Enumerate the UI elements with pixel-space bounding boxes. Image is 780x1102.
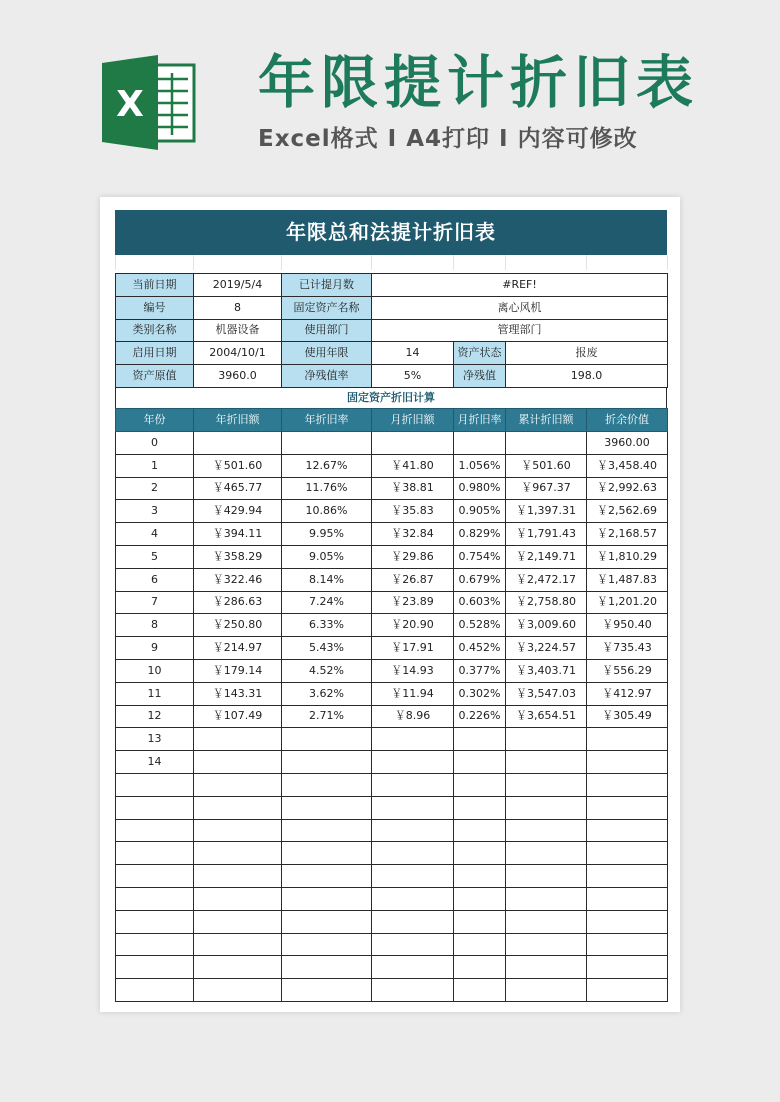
- cell-accum-depr[interactable]: ￥3,654.51: [506, 705, 587, 728]
- cell-annual-depr[interactable]: ￥358.29: [194, 545, 282, 568]
- cell-accum-depr[interactable]: [506, 796, 587, 819]
- cell-year[interactable]: [116, 910, 194, 933]
- asset-name-label: 固定资产名称: [282, 296, 372, 319]
- cell-annual-depr[interactable]: ￥286.63: [194, 591, 282, 614]
- cell-annual-rate[interactable]: 6.33%: [282, 614, 372, 637]
- table-row: [116, 728, 668, 751]
- table-header-row: [116, 409, 668, 432]
- cell-net-value[interactable]: ￥735.43: [587, 637, 668, 660]
- cell-annual-depr[interactable]: [194, 773, 282, 796]
- cell-annual-rate[interactable]: 5.43%: [282, 637, 372, 660]
- cell-monthly-rate[interactable]: [454, 956, 506, 979]
- cell-monthly-depr[interactable]: [372, 910, 454, 933]
- cell-monthly-depr[interactable]: [372, 933, 454, 956]
- cell-net-value[interactable]: [587, 910, 668, 933]
- current-date-label: 当前日期: [116, 274, 194, 297]
- cell-monthly-depr[interactable]: [372, 773, 454, 796]
- cell-annual-rate[interactable]: 4.52%: [282, 659, 372, 682]
- cell-annual-rate[interactable]: 10.86%: [282, 500, 372, 523]
- cell-monthly-rate[interactable]: [454, 842, 506, 865]
- table-row: [116, 614, 668, 637]
- cell-year[interactable]: [116, 796, 194, 819]
- table-row: [116, 979, 668, 1002]
- cell-year[interactable]: 8: [116, 614, 194, 637]
- table-row: [116, 933, 668, 956]
- cell-monthly-depr[interactable]: [372, 728, 454, 751]
- info-row: [116, 274, 668, 297]
- cell-accum-depr[interactable]: ￥3,403.71: [506, 659, 587, 682]
- cell-year[interactable]: 6: [116, 568, 194, 591]
- cell-annual-depr[interactable]: [194, 910, 282, 933]
- cell-year[interactable]: 7: [116, 591, 194, 614]
- table-row: [116, 887, 668, 910]
- cell-net-value[interactable]: 3960.00: [587, 432, 668, 455]
- cell-monthly-depr[interactable]: [372, 432, 454, 455]
- cell-annual-rate[interactable]: [282, 842, 372, 865]
- cell-year[interactable]: [116, 865, 194, 888]
- cell-monthly-rate[interactable]: 1.056%: [454, 454, 506, 477]
- cell-annual-rate[interactable]: 7.24%: [282, 591, 372, 614]
- cell-monthly-depr[interactable]: ￥41.80: [372, 454, 454, 477]
- cell-net-value[interactable]: ￥3,458.40: [587, 454, 668, 477]
- residual-rate-value[interactable]: 5%: [372, 365, 454, 388]
- cell-annual-rate[interactable]: 3.62%: [282, 682, 372, 705]
- cell-monthly-rate[interactable]: 0.829%: [454, 523, 506, 546]
- cell-monthly-rate[interactable]: [454, 910, 506, 933]
- cell-annual-rate[interactable]: [282, 910, 372, 933]
- cell-annual-depr[interactable]: ￥465.77: [194, 477, 282, 500]
- cell-net-value[interactable]: [587, 887, 668, 910]
- dept-value[interactable]: 管理部门: [372, 319, 668, 342]
- life-label: 使用年限: [282, 342, 372, 365]
- cell-annual-rate[interactable]: [282, 751, 372, 774]
- cell-accum-depr[interactable]: [506, 979, 587, 1002]
- svg-text:X: X: [116, 84, 144, 125]
- cell-accum-depr[interactable]: [506, 956, 587, 979]
- cell-monthly-depr[interactable]: [372, 887, 454, 910]
- id-value[interactable]: 8: [194, 296, 282, 319]
- cell-annual-depr[interactable]: [194, 865, 282, 888]
- cell-annual-rate[interactable]: [282, 773, 372, 796]
- sheet-title: 年限总和法提计折旧表: [115, 210, 667, 255]
- cell-year[interactable]: 4: [116, 523, 194, 546]
- cell-monthly-depr[interactable]: ￥14.93: [372, 659, 454, 682]
- current-date-value[interactable]: 2019/5/4: [194, 274, 282, 297]
- cell-year[interactable]: [116, 887, 194, 910]
- status-value[interactable]: 报废: [506, 342, 668, 365]
- cell-monthly-rate[interactable]: [454, 979, 506, 1002]
- cell-annual-rate[interactable]: [282, 887, 372, 910]
- life-value[interactable]: 14: [372, 342, 454, 365]
- residual-value[interactable]: 198.0: [506, 365, 668, 388]
- cell-monthly-rate[interactable]: [454, 819, 506, 842]
- cell-accum-depr[interactable]: [506, 910, 587, 933]
- cell-monthly-rate[interactable]: [454, 887, 506, 910]
- cell-monthly-depr[interactable]: [372, 796, 454, 819]
- spreadsheet-sheet: [100, 197, 680, 1012]
- cell-net-value[interactable]: ￥2,168.57: [587, 523, 668, 546]
- cell-accum-depr[interactable]: ￥2,472.17: [506, 568, 587, 591]
- column-header-annual-rate: 年折旧率: [282, 409, 372, 432]
- section-title-table: [115, 388, 667, 409]
- table-row: [116, 568, 668, 591]
- status-label: 资产状态: [454, 342, 506, 365]
- cell-monthly-rate[interactable]: 0.452%: [454, 637, 506, 660]
- cell-accum-depr[interactable]: [506, 432, 587, 455]
- cell-monthly-rate[interactable]: 0.377%: [454, 659, 506, 682]
- cell-net-value[interactable]: ￥1,487.83: [587, 568, 668, 591]
- cell-annual-depr[interactable]: [194, 956, 282, 979]
- cell-annual-depr[interactable]: ￥501.60: [194, 454, 282, 477]
- cell-monthly-rate[interactable]: [454, 728, 506, 751]
- banner: [0, 0, 780, 200]
- cell-year[interactable]: 10: [116, 659, 194, 682]
- residual-label: 净残值: [454, 365, 506, 388]
- cell-year[interactable]: [116, 933, 194, 956]
- cell-monthly-rate[interactable]: 0.226%: [454, 705, 506, 728]
- cell-net-value[interactable]: [587, 751, 668, 774]
- cell-year[interactable]: 13: [116, 728, 194, 751]
- column-header-monthly-rate: 月折旧率: [454, 409, 506, 432]
- cell-year[interactable]: 5: [116, 545, 194, 568]
- start-date-value[interactable]: 2004/10/1: [194, 342, 282, 365]
- table-row: [116, 500, 668, 523]
- section-title: 固定资产折旧计算: [116, 388, 667, 409]
- table-row: [116, 796, 668, 819]
- cell-monthly-depr[interactable]: [372, 751, 454, 774]
- cell-net-value[interactable]: [587, 865, 668, 888]
- cell-annual-depr[interactable]: ￥322.46: [194, 568, 282, 591]
- table-row: [116, 865, 668, 888]
- cell-monthly-depr[interactable]: ￥32.84: [372, 523, 454, 546]
- cell-monthly-rate[interactable]: 0.980%: [454, 477, 506, 500]
- cell-monthly-depr[interactable]: ￥8.96: [372, 705, 454, 728]
- cell-accum-depr[interactable]: ￥501.60: [506, 454, 587, 477]
- cell-year[interactable]: [116, 773, 194, 796]
- cell-annual-depr[interactable]: [194, 933, 282, 956]
- cell-annual-rate[interactable]: 11.76%: [282, 477, 372, 500]
- months-label: 已计提月数: [282, 274, 372, 297]
- cell-annual-rate[interactable]: 9.05%: [282, 545, 372, 568]
- table-row: [116, 637, 668, 660]
- table-row: [116, 591, 668, 614]
- info-row: [116, 342, 668, 365]
- cell-annual-depr[interactable]: ￥250.80: [194, 614, 282, 637]
- cell-annual-rate[interactable]: 8.14%: [282, 568, 372, 591]
- cell-accum-depr[interactable]: ￥967.37: [506, 477, 587, 500]
- cell-annual-depr[interactable]: [194, 979, 282, 1002]
- column-header-monthly-depr: 月折旧额: [372, 409, 454, 432]
- months-value[interactable]: #REF!: [372, 274, 668, 297]
- cell-monthly-rate[interactable]: [454, 773, 506, 796]
- cell-monthly-depr[interactable]: ￥26.87: [372, 568, 454, 591]
- cell-net-value[interactable]: [587, 728, 668, 751]
- cell-year[interactable]: [116, 956, 194, 979]
- blank-grid-row: [115, 255, 667, 270]
- cell-annual-depr[interactable]: [194, 819, 282, 842]
- cell-annual-depr[interactable]: [194, 842, 282, 865]
- table-row: [116, 477, 668, 500]
- cell-accum-depr[interactable]: [506, 773, 587, 796]
- cell-annual-rate[interactable]: 12.67%: [282, 454, 372, 477]
- table-row: [116, 545, 668, 568]
- cell-annual-rate[interactable]: [282, 728, 372, 751]
- cell-year[interactable]: [116, 979, 194, 1002]
- cell-accum-depr[interactable]: [506, 728, 587, 751]
- cell-monthly-rate[interactable]: 0.302%: [454, 682, 506, 705]
- cell-annual-rate[interactable]: 2.71%: [282, 705, 372, 728]
- cell-monthly-depr[interactable]: [372, 819, 454, 842]
- cell-year[interactable]: 2: [116, 477, 194, 500]
- table-row: [116, 705, 668, 728]
- table-row: [116, 432, 668, 455]
- cell-monthly-depr[interactable]: ￥38.81: [372, 477, 454, 500]
- table-row: [116, 910, 668, 933]
- cell-accum-depr[interactable]: [506, 865, 587, 888]
- cell-accum-depr[interactable]: [506, 819, 587, 842]
- cell-monthly-rate[interactable]: 0.603%: [454, 591, 506, 614]
- cell-net-value[interactable]: [587, 979, 668, 1002]
- cell-monthly-rate[interactable]: 0.528%: [454, 614, 506, 637]
- cell-accum-depr[interactable]: ￥1,397.31: [506, 500, 587, 523]
- cell-monthly-depr[interactable]: [372, 865, 454, 888]
- cell-net-value[interactable]: [587, 773, 668, 796]
- dept-label: 使用部门: [282, 319, 372, 342]
- cell-annual-depr[interactable]: [194, 728, 282, 751]
- cell-net-value[interactable]: ￥2,562.69: [587, 500, 668, 523]
- cell-annual-rate[interactable]: [282, 979, 372, 1002]
- column-header-accum-depr: 累计折旧额: [506, 409, 587, 432]
- cell-monthly-rate[interactable]: 0.754%: [454, 545, 506, 568]
- cell-net-value[interactable]: [587, 842, 668, 865]
- cell-annual-depr[interactable]: ￥394.11: [194, 523, 282, 546]
- cell-monthly-depr[interactable]: [372, 979, 454, 1002]
- cell-monthly-rate[interactable]: 0.905%: [454, 500, 506, 523]
- cell-monthly-depr[interactable]: ￥29.86: [372, 545, 454, 568]
- cell-monthly-depr[interactable]: [372, 842, 454, 865]
- cell-net-value[interactable]: ￥556.29: [587, 659, 668, 682]
- page-subtitle: Excel格式 I A4打印 I 内容可修改: [258, 126, 638, 152]
- table-row: [116, 956, 668, 979]
- cell-accum-depr[interactable]: ￥2,758.80: [506, 591, 587, 614]
- cell-net-value[interactable]: [587, 796, 668, 819]
- cell-net-value[interactable]: ￥305.49: [587, 705, 668, 728]
- id-label: 编号: [116, 296, 194, 319]
- category-value[interactable]: 机器设备: [194, 319, 282, 342]
- info-row: [116, 365, 668, 388]
- depreciation-table: [115, 408, 668, 1002]
- orig-value[interactable]: 3960.0: [194, 365, 282, 388]
- cell-annual-rate[interactable]: [282, 796, 372, 819]
- table-row: [116, 751, 668, 774]
- cell-annual-rate[interactable]: [282, 933, 372, 956]
- cell-net-value[interactable]: [587, 819, 668, 842]
- cell-annual-depr[interactable]: ￥143.31: [194, 682, 282, 705]
- cell-year[interactable]: 3: [116, 500, 194, 523]
- cell-accum-depr[interactable]: [506, 933, 587, 956]
- column-header-year: 年份: [116, 409, 194, 432]
- cell-monthly-rate[interactable]: [454, 865, 506, 888]
- cell-accum-depr[interactable]: ￥3,547.03: [506, 682, 587, 705]
- cell-monthly-depr[interactable]: ￥23.89: [372, 591, 454, 614]
- cell-year[interactable]: 12: [116, 705, 194, 728]
- cell-year[interactable]: [116, 842, 194, 865]
- cell-year[interactable]: [116, 819, 194, 842]
- cell-accum-depr[interactable]: ￥1,791.43: [506, 523, 587, 546]
- cell-monthly-rate[interactable]: [454, 751, 506, 774]
- cell-annual-rate[interactable]: 9.95%: [282, 523, 372, 546]
- cell-year[interactable]: 9: [116, 637, 194, 660]
- table-row: [116, 454, 668, 477]
- cell-monthly-depr[interactable]: [372, 956, 454, 979]
- category-label: 类别名称: [116, 319, 194, 342]
- table-row: [116, 523, 668, 546]
- cell-accum-depr[interactable]: ￥2,149.71: [506, 545, 587, 568]
- cell-annual-rate[interactable]: [282, 819, 372, 842]
- cell-annual-depr[interactable]: ￥107.49: [194, 705, 282, 728]
- cell-monthly-rate[interactable]: [454, 933, 506, 956]
- cell-accum-depr[interactable]: [506, 751, 587, 774]
- cell-annual-depr[interactable]: ￥179.14: [194, 659, 282, 682]
- info-row: [116, 319, 668, 342]
- cell-accum-depr[interactable]: [506, 842, 587, 865]
- cell-annual-depr[interactable]: [194, 432, 282, 455]
- cell-year[interactable]: 11: [116, 682, 194, 705]
- cell-annual-depr[interactable]: ￥429.94: [194, 500, 282, 523]
- cell-net-value[interactable]: ￥1,201.20: [587, 591, 668, 614]
- cell-year[interactable]: 1: [116, 454, 194, 477]
- table-row: [116, 659, 668, 682]
- cell-accum-depr[interactable]: ￥3,224.57: [506, 637, 587, 660]
- orig-value-label: 资产原值: [116, 365, 194, 388]
- cell-annual-depr[interactable]: [194, 751, 282, 774]
- table-row: [116, 819, 668, 842]
- cell-accum-depr[interactable]: [506, 887, 587, 910]
- cell-accum-depr[interactable]: ￥3,009.60: [506, 614, 587, 637]
- cell-annual-depr[interactable]: ￥214.97: [194, 637, 282, 660]
- cell-annual-depr[interactable]: [194, 887, 282, 910]
- cell-net-value[interactable]: [587, 956, 668, 979]
- cell-net-value[interactable]: [587, 933, 668, 956]
- cell-net-value[interactable]: ￥950.40: [587, 614, 668, 637]
- cell-year[interactable]: 14: [116, 751, 194, 774]
- asset-info-table: [115, 273, 668, 388]
- start-date-label: 启用日期: [116, 342, 194, 365]
- column-header-annual-depr: 年折旧额: [194, 409, 282, 432]
- cell-monthly-rate[interactable]: [454, 432, 506, 455]
- cell-year[interactable]: 0: [116, 432, 194, 455]
- cell-net-value[interactable]: ￥2,992.63: [587, 477, 668, 500]
- cell-annual-depr[interactable]: [194, 796, 282, 819]
- page-title: 年限提计折旧表: [258, 50, 699, 116]
- cell-annual-rate[interactable]: [282, 956, 372, 979]
- cell-monthly-rate[interactable]: [454, 796, 506, 819]
- cell-annual-rate[interactable]: [282, 865, 372, 888]
- cell-monthly-depr[interactable]: ￥20.90: [372, 614, 454, 637]
- residual-rate-label: 净残值率: [282, 365, 372, 388]
- table-row: [116, 682, 668, 705]
- info-row: [116, 296, 668, 319]
- cell-annual-rate[interactable]: [282, 432, 372, 455]
- table-row: [116, 773, 668, 796]
- cell-monthly-depr[interactable]: ￥17.91: [372, 637, 454, 660]
- column-header-net-value: 折余价值: [587, 409, 668, 432]
- cell-monthly-rate[interactable]: 0.679%: [454, 568, 506, 591]
- excel-logo-icon: [100, 55, 200, 150]
- asset-name-value[interactable]: 离心风机: [372, 296, 668, 319]
- cell-monthly-depr[interactable]: ￥11.94: [372, 682, 454, 705]
- cell-monthly-depr[interactable]: ￥35.83: [372, 500, 454, 523]
- cell-net-value[interactable]: ￥1,810.29: [587, 545, 668, 568]
- table-row: [116, 842, 668, 865]
- cell-net-value[interactable]: ￥412.97: [587, 682, 668, 705]
